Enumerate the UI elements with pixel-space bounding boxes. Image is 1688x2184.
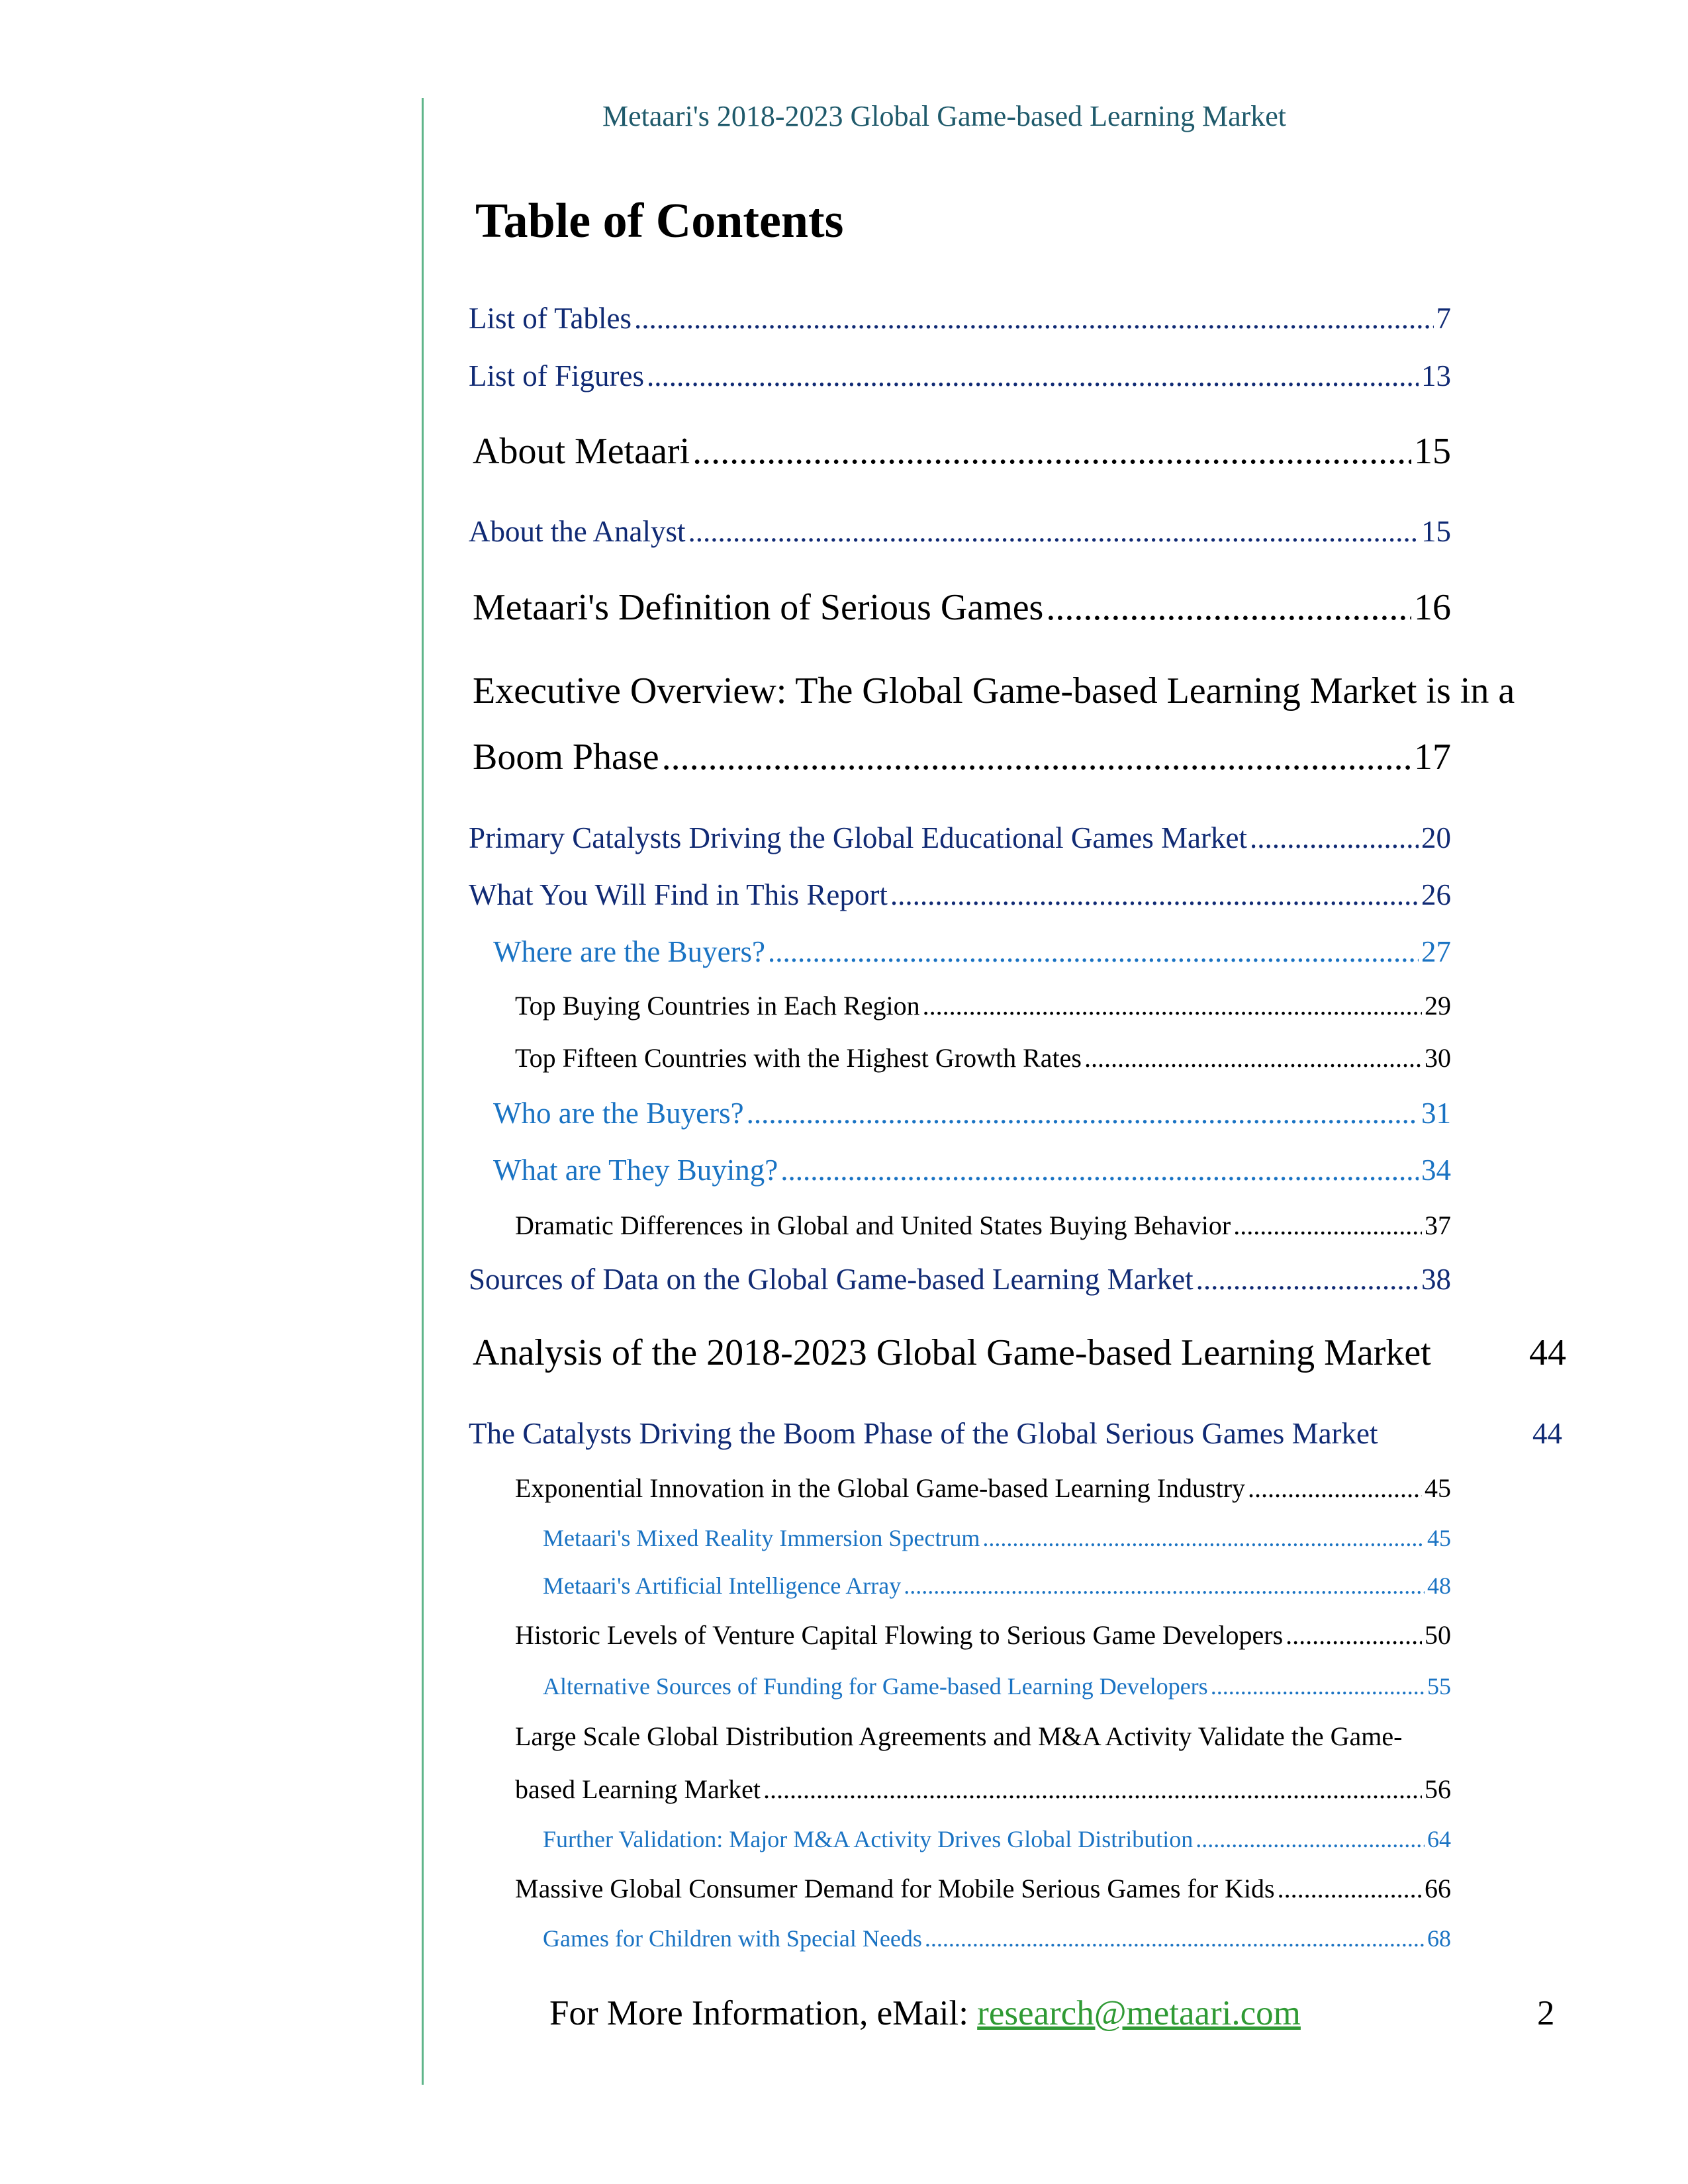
toc-entry-large-scale-line1[interactable]: Large Scale Global Distribution Agreements and M&A Activity Validate the Game- — [515, 1721, 1403, 1751]
toc-page-number: 15 — [1414, 431, 1451, 472]
dot-leader — [647, 359, 1419, 393]
page-title: Table of Contents — [475, 194, 844, 248]
toc-entry-title: Top Fifteen Countries with the Highest Growth Rates — [515, 1043, 1082, 1073]
footer-label: For More Information, eMail: — [549, 1994, 978, 2032]
toc-page-number: 64 — [1427, 1826, 1451, 1852]
dot-leader — [662, 736, 1411, 778]
toc-entry-title: What You Will Find in This Report — [469, 878, 888, 911]
dot-leader — [768, 934, 1419, 969]
toc-entry-title: Dramatic Differences in Global and United States Buying Behavior — [515, 1210, 1231, 1240]
dot-leader — [1233, 1210, 1422, 1241]
toc-entry-executive[interactable] — [473, 736, 1451, 778]
toc-page-number-analysis: 44 — [1529, 1332, 1566, 1373]
toc-entry-alt-funding[interactable] — [543, 1672, 1451, 1700]
toc-page-number: 31 — [1421, 1097, 1451, 1130]
toc-page-number: 20 — [1421, 821, 1451, 854]
toc-entry-title: Boom Phase — [473, 737, 659, 778]
toc-entry-title: Primary Catalysts Driving the Global Educational Games Market — [469, 821, 1247, 854]
dot-leader — [1084, 1042, 1422, 1073]
toc-page-number: 17 — [1414, 737, 1451, 778]
toc-page-number: 48 — [1427, 1572, 1451, 1599]
email-link[interactable]: research@metaari.com — [977, 1994, 1301, 2032]
toc-entry-who-buyers[interactable] — [493, 1096, 1451, 1130]
toc-entry-title: Metaari's Artificial Intelligence Array — [543, 1572, 902, 1599]
toc-page-number: 66 — [1425, 1874, 1451, 1903]
toc-page-number-catalysts-boom: 44 — [1532, 1417, 1562, 1450]
toc-entry-what-buying[interactable] — [493, 1153, 1451, 1187]
toc-entry-title: List of Figures — [469, 359, 644, 392]
dot-leader — [925, 1925, 1425, 1952]
toc-page-number: 68 — [1427, 1925, 1451, 1952]
dot-leader — [688, 514, 1419, 549]
footer-contact — [549, 1993, 1301, 2033]
dot-leader — [923, 990, 1422, 1021]
toc-page-number: 26 — [1421, 878, 1451, 911]
toc-page-number: 34 — [1421, 1154, 1451, 1187]
toc-page-number: 45 — [1427, 1525, 1451, 1551]
toc-page-number: 7 — [1436, 302, 1451, 335]
page-number: 2 — [1537, 1994, 1555, 2032]
toc-entry-title: Where are the Buyers? — [493, 935, 766, 968]
toc-entry-title: List of Tables — [469, 302, 632, 335]
dot-leader — [780, 1153, 1419, 1187]
toc-entry-title: What are They Buying? — [493, 1154, 778, 1187]
toc-entry-venture[interactable] — [515, 1619, 1451, 1651]
running-header: Metaari's 2018-2023 Global Game-based Learning Market — [602, 100, 1287, 132]
toc-entry-ai-array[interactable] — [543, 1572, 1451, 1600]
toc-entry-title: Sources of Data on the Global Game-based Learning Market — [469, 1263, 1194, 1296]
dot-leader — [634, 301, 1434, 336]
dot-leader — [747, 1096, 1419, 1130]
toc-entry-catalysts-boom[interactable]: The Catalysts Driving the Boom Phase of the Global Serious Games Market — [469, 1417, 1378, 1450]
toc-entry-title: Historic Levels of Venture Capital Flowing to Serious Game Developers — [515, 1620, 1284, 1650]
toc-page-number: 13 — [1421, 359, 1451, 392]
dot-leader — [890, 878, 1419, 912]
toc-entry-about-analyst[interactable] — [469, 514, 1451, 549]
toc-page-number: 15 — [1421, 515, 1451, 548]
toc-entry-massive[interactable] — [515, 1873, 1451, 1904]
toc-entry-exponential[interactable] — [515, 1473, 1451, 1504]
toc-page-number: 38 — [1421, 1263, 1451, 1296]
toc-entry-top-fifteen[interactable] — [515, 1042, 1451, 1073]
toc-page-number: 55 — [1427, 1673, 1451, 1700]
dot-leader — [692, 430, 1411, 473]
toc-entry-analysis[interactable]: Analysis of the 2018-2023 Global Game-based Learning Market — [473, 1332, 1431, 1373]
dot-leader — [904, 1572, 1425, 1600]
toc-page-number: 30 — [1425, 1043, 1451, 1073]
dot-leader — [1278, 1873, 1422, 1904]
toc-entry-title: Games for Children with Special Needs — [543, 1925, 922, 1952]
dot-leader — [1211, 1672, 1425, 1700]
toc-entry-definition[interactable] — [473, 586, 1451, 629]
toc-entry-title: Further Validation: Major M&A Activity Drives Global Distribution — [543, 1826, 1194, 1852]
toc-entry-list-of-figures[interactable] — [469, 359, 1451, 393]
toc-page-number: 50 — [1425, 1620, 1451, 1650]
dot-leader — [982, 1524, 1425, 1552]
toc-entry-title: Alternative Sources of Funding for Game-based Learning Developers — [543, 1673, 1208, 1700]
dot-leader — [1196, 1825, 1425, 1853]
toc-entry-sources[interactable] — [469, 1262, 1451, 1297]
toc-entry-special-needs[interactable] — [543, 1925, 1451, 1952]
toc-entry-mixed-reality[interactable] — [543, 1524, 1451, 1552]
dot-leader — [763, 1774, 1422, 1805]
toc-page-number: 16 — [1414, 587, 1451, 628]
toc-entry-title: Metaari's Definition of Serious Games — [473, 587, 1044, 628]
dot-leader — [1250, 821, 1419, 855]
left-margin-rule — [422, 98, 424, 2085]
dot-leader — [1286, 1619, 1422, 1651]
toc-entry-where-buyers[interactable] — [493, 934, 1451, 969]
toc-entry-title: Exponential Innovation in the Global Game-based Learning Industry — [515, 1473, 1246, 1503]
toc-entry-what-you-find[interactable] — [469, 878, 1451, 912]
toc-entry-top-buying[interactable] — [515, 990, 1451, 1021]
toc-entry-title: Who are the Buyers? — [493, 1097, 744, 1130]
toc-page-number: 27 — [1421, 935, 1451, 968]
toc-entry-about-metaari[interactable] — [473, 430, 1451, 473]
toc-entry-list-of-tables[interactable] — [469, 301, 1451, 336]
toc-entry-further[interactable] — [543, 1825, 1451, 1853]
toc-page-number: 37 — [1425, 1210, 1451, 1240]
toc-entry-dramatic[interactable] — [515, 1210, 1451, 1241]
toc-entry-title: About the Analyst — [469, 515, 686, 548]
toc-entry-title: Massive Global Consumer Demand for Mobile Serious Games for Kids — [515, 1874, 1275, 1903]
toc-entry-primary-catalysts[interactable] — [469, 821, 1451, 855]
toc-entry-title: based Learning Market — [515, 1774, 761, 1804]
toc-entry-title: About Metaari — [473, 431, 690, 472]
dot-leader — [1248, 1473, 1422, 1504]
dot-leader — [1196, 1262, 1419, 1297]
toc-entry-title: Top Buying Countries in Each Region — [515, 991, 920, 1021]
toc-page-number: 45 — [1425, 1473, 1451, 1503]
toc-page-number: 56 — [1425, 1774, 1451, 1804]
toc-entry-large-scale[interactable] — [515, 1774, 1451, 1805]
toc-entry-executive-line1[interactable]: Executive Overview: The Global Game-based Learning Market is in a — [473, 670, 1515, 711]
toc-entry-title: Metaari's Mixed Reality Immersion Spectrum — [543, 1525, 980, 1551]
toc-page-number: 29 — [1425, 991, 1451, 1021]
dot-leader — [1046, 586, 1411, 629]
